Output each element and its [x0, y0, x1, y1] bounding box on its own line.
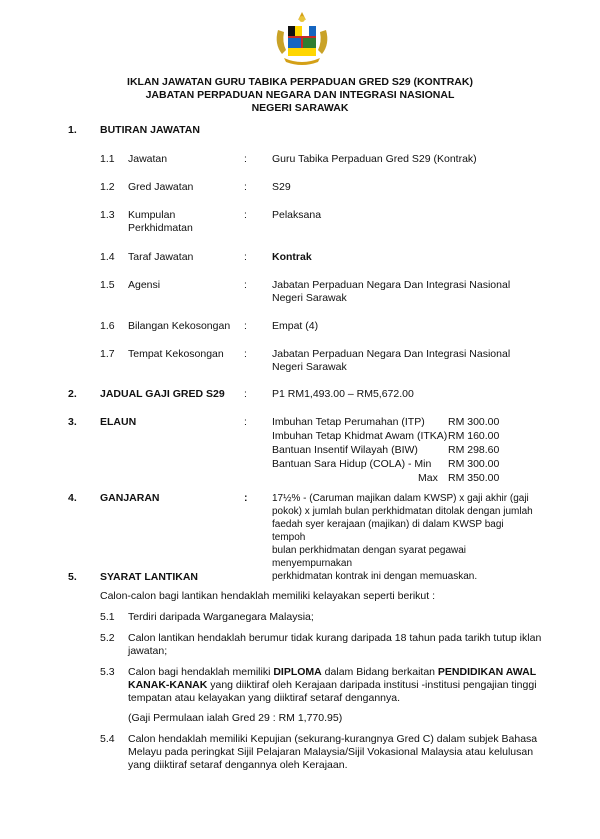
item-1-6-value: Empat (4) — [272, 320, 319, 332]
item-1-7-value-line-2: Negeri Sarawak — [272, 361, 347, 373]
item-1-4-colon: : — [244, 251, 247, 263]
allowance-amount: RM 350.00 — [448, 472, 500, 484]
section-1-title: BUTIRAN JAWATAN — [100, 124, 200, 136]
text-run: yang diiktiraf oleh Kerajaan daripada institusi -institusi pengajian tinggi — [207, 679, 537, 691]
section-4-colon: : — [244, 492, 248, 504]
diploma-emphasis: DIPLOMA — [273, 666, 322, 678]
item-1-7-number: 1.7 — [100, 348, 115, 360]
item-1-3-value: Pelaksana — [272, 209, 322, 221]
text-run: dalam Bidang berkaitan — [321, 666, 438, 678]
header-line-3: NEGERI SARAWAK — [251, 102, 349, 114]
section-3-number: 3. — [68, 416, 77, 428]
item-1-2-colon: : — [244, 181, 247, 193]
section-1-number: 1. — [68, 124, 77, 136]
item-1-4-value: Kontrak — [272, 251, 312, 263]
allowance-label: Bantuan Insentif Wilayah (BIW) — [272, 444, 418, 456]
item-1-5-colon: : — [244, 279, 247, 291]
gratuity-line: bulan perkhidmatan dengan syarat pegawai menyempurnakan — [272, 545, 467, 569]
item-5-4-line-1: Calon hendaklah memiliki Kepujian (sekurang-kurangnya Gred C) dalam subjek Bahasa — [128, 733, 538, 745]
item-5-3-line-2 — [128, 679, 537, 691]
field-emphasis: PENDIDIKAN AWAL — [437, 666, 537, 678]
item-5-1-number: 5.1 — [100, 611, 115, 623]
item-1-2-value: S29 — [272, 181, 291, 193]
item-1-1-label: Jawatan — [128, 153, 168, 165]
section-5-number: 5. — [68, 571, 77, 583]
section-5-intro: Calon-calon bagi lantikan hendaklah memiliki kelayakan seperti berikut : — [100, 590, 436, 602]
item-1-5-value-line-1: Jabatan Perpaduan Negara Dan Integrasi Nasional — [272, 279, 511, 291]
allowance-label: Max — [418, 472, 438, 484]
item-1-2-label: Gred Jawatan — [128, 181, 194, 193]
item-5-1-text: Terdiri daripada Warganegara Malaysia; — [128, 611, 314, 623]
item-1-6-number: 1.6 — [100, 320, 115, 332]
header-line-1: IKLAN JAWATAN GURU TABIKA PERPADUAN GRED S29 (KONTRAK) — [127, 76, 473, 88]
allowance-amount: RM 300.00 — [448, 416, 500, 428]
header-line-2: JABATAN PERPADUAN NEGARA DAN INTEGRASI NASIONAL — [145, 89, 455, 101]
allowance-label: Imbuhan Tetap Khidmat Awam (ITKA) — [272, 430, 448, 442]
item-5-2-line-2: jawatan; — [128, 645, 168, 657]
item-1-1-number: 1.1 — [100, 153, 115, 165]
item-5-4-line-2: Melayu pada peringkat Sijil Pelajaran Malaysia/Sijil Vokasional Malaysia atau kelulusan — [128, 746, 534, 758]
item-1-5-number: 1.5 — [100, 279, 115, 291]
item-1-3-label-line-2: Perkhidmatan — [128, 222, 193, 234]
gratuity-line: pokok) x jumlah bulan perkhidmatan ditolak dengan jumlah — [272, 506, 533, 517]
section-4-title: GANJARAN — [100, 492, 160, 504]
item-1-1-colon: : — [244, 153, 247, 165]
section-2-colon: : — [244, 388, 247, 400]
item-5-3-salary-note: (Gaji Permulaan ialah Gred 29 : RM 1,770.95) — [128, 712, 343, 724]
allowance-label: Bantuan Sara Hidup (COLA) - Min — [272, 458, 432, 470]
allowance-amount: RM 298.60 — [448, 444, 500, 456]
item-1-5-label: Agensi — [128, 279, 161, 291]
text-run: Calon bagi hendaklah memiliki — [128, 666, 274, 678]
item-5-3-line-1 — [128, 666, 536, 678]
item-1-3-label-line-1: Kumpulan — [128, 209, 176, 221]
item-1-3-number: 1.3 — [100, 209, 115, 221]
salary-range-value: P1 RM1,493.00 – RM5,672.00 — [272, 388, 414, 400]
field-emphasis: KANAK-KANAK — [128, 679, 208, 691]
item-1-1-value: Guru Tabika Perpaduan Gred S29 (Kontrak) — [272, 153, 477, 165]
section-2-number: 2. — [68, 388, 77, 400]
section-2-title: JADUAL GAJI GRED S29 — [100, 388, 225, 400]
section-4-number: 4. — [68, 492, 77, 504]
item-1-7-value-line-1: Jabatan Perpaduan Negara Dan Integrasi Nasional — [272, 348, 511, 360]
item-5-4-number: 5.4 — [100, 733, 115, 745]
section-3-title: ELAUN — [100, 416, 137, 428]
gratuity-description — [272, 492, 534, 583]
item-1-4-label: Taraf Jawatan — [128, 251, 194, 263]
gratuity-line: 17½% - (Caruman majikan dalam KWSP) x gaji akhir (gaji — [272, 493, 529, 504]
item-5-3-number: 5.3 — [100, 666, 115, 678]
item-1-4-number: 1.4 — [100, 251, 115, 263]
allowance-amount: RM 300.00 — [448, 458, 500, 470]
item-5-2-line-1: Calon lantikan hendaklah berumur tidak kurang daripada 18 tahun pada tarikh tutup iklan — [128, 632, 542, 644]
item-1-6-colon: : — [244, 320, 247, 332]
allowance-label: Imbuhan Tetap Perumahan (ITP) — [272, 416, 425, 428]
malaysia-coat-of-arms-icon — [272, 10, 332, 70]
item-5-2-number: 5.2 — [100, 632, 115, 644]
item-1-2-number: 1.2 — [100, 181, 115, 193]
item-5-4-line-3: yang diiktiraf setaraf dengannya oleh Kerajaan. — [128, 759, 348, 771]
item-1-7-label: Tempat Kekosongan — [128, 348, 224, 360]
section-5-title: SYARAT LANTIKAN — [100, 571, 199, 583]
item-1-7-colon: : — [244, 348, 247, 360]
item-1-3-colon: : — [244, 209, 247, 221]
gratuity-line: faedah syer kerajaan (majikan) di dalam KWSP bagi tempoh — [272, 519, 504, 543]
allowance-amount: RM 160.00 — [448, 430, 500, 442]
item-1-6-label: Bilangan Kekosongan — [128, 320, 231, 332]
item-1-5-value-line-2: Negeri Sarawak — [272, 292, 347, 304]
item-5-3-line-3: tempatan atau kelayakan yang diiktiraf setaraf dengannya. — [128, 692, 401, 704]
gratuity-line: perkhidmatan kontrak ini dengan memuaskan. — [272, 571, 478, 582]
section-3-colon: : — [244, 416, 247, 428]
